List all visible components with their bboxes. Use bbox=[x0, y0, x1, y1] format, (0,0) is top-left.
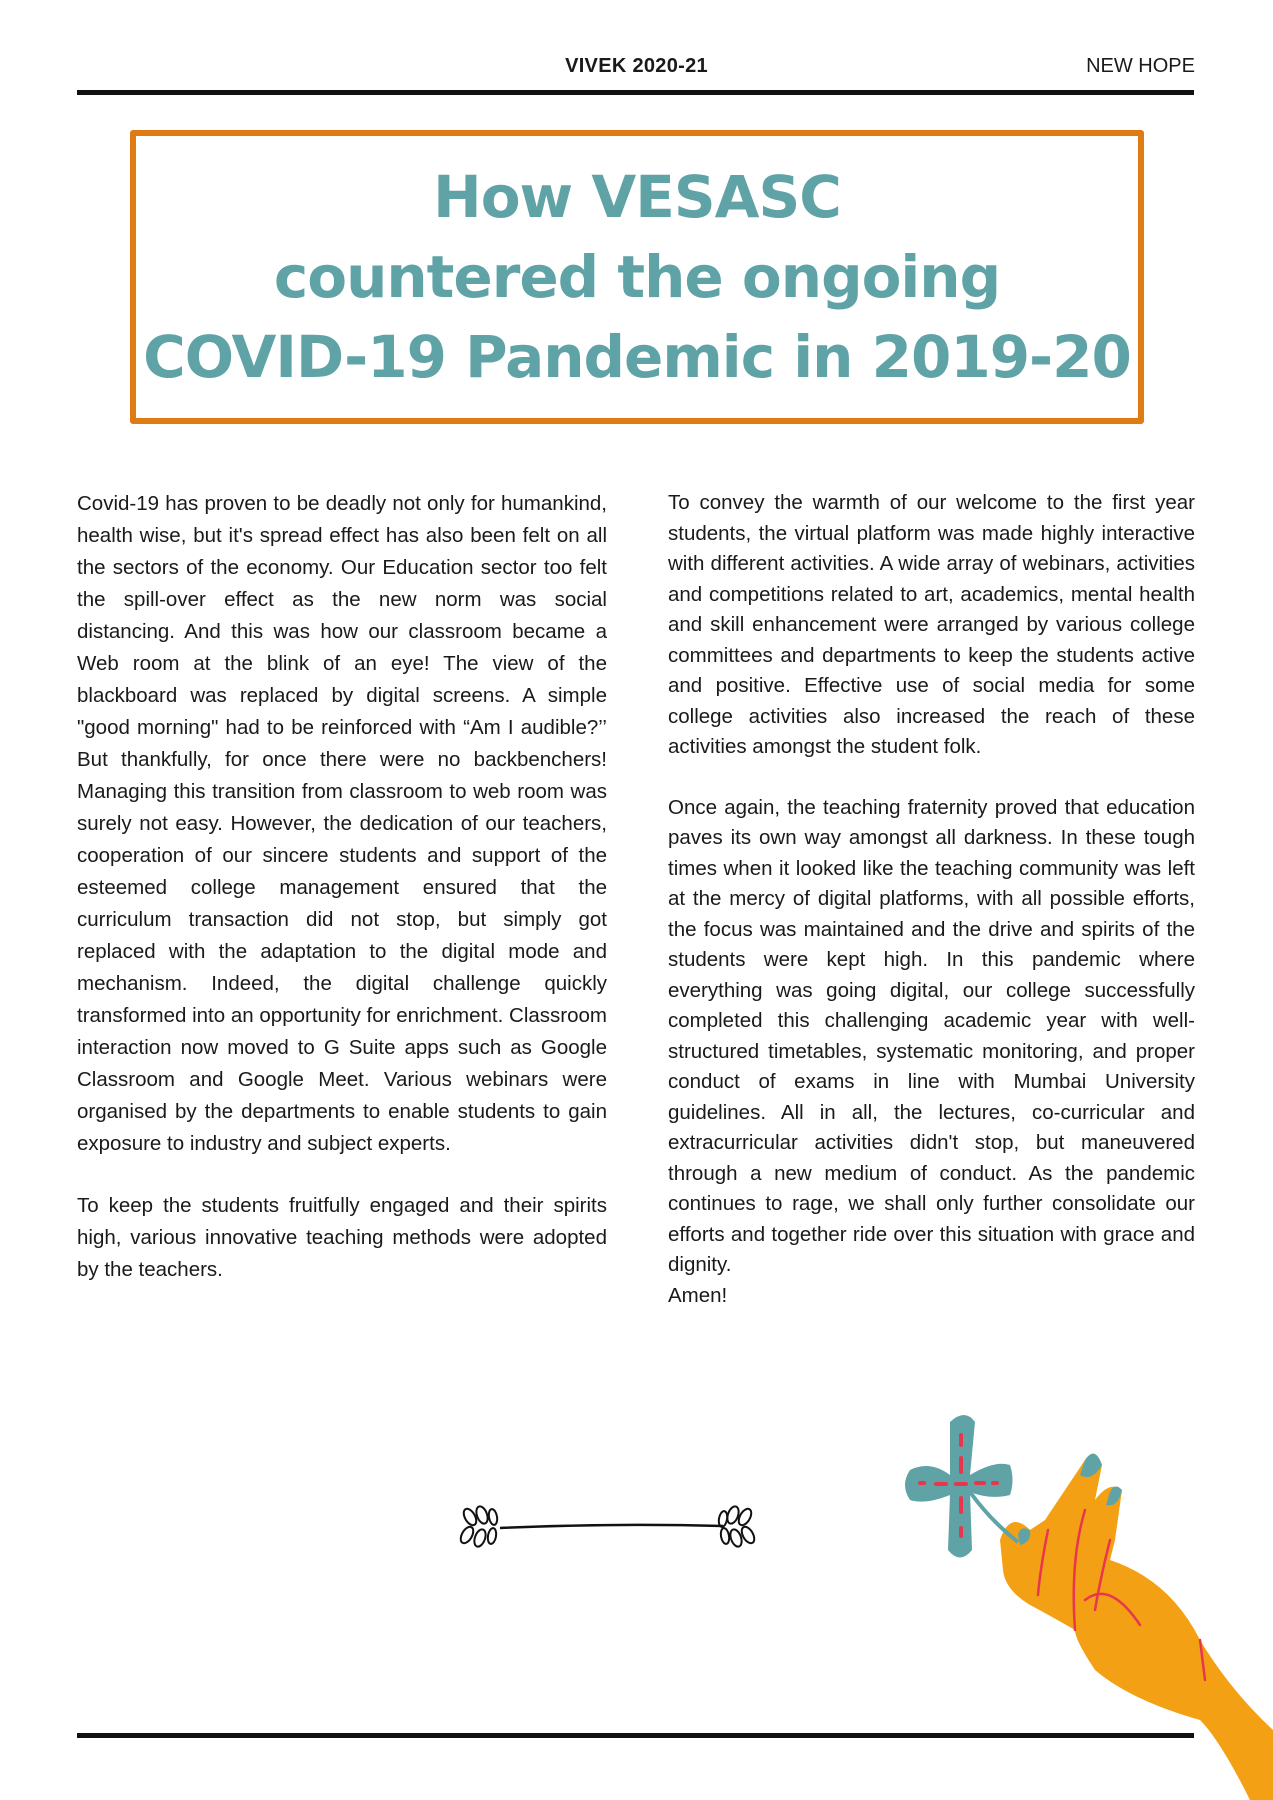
article-title-line-3: COVID-19 Pandemic in 2019-20 bbox=[143, 323, 1131, 391]
left-column bbox=[77, 488, 607, 1316]
paragraph: Covid-19 has proven to be deadly not only for humankind, health wise, but it's spread effect has also been felt on all the sectors of the economy. Our Education sector too felt the spill-over effect as the new norm was social distancing. And this was how our classroom became a Web room at the blink of an eye! The view of the blackboard was replaced by digital screens. A simple "good morning" had to be reinforced with “Am I audible?’’ But thankfully, for once there were no backbenchers! Managing this transition from classroom to web room was surely not easy. However, the dedication of our teachers, cooperation of our sincere students and support of the esteemed college management ensured that the curriculum transaction did not stop, but simply got replaced with the adaptation to the digital mode and mechanism. Indeed, the digital challenge quickly transformed into an opportunity for enrichment. Classroom interaction now moved to G Suite apps such as Google Classroom and Google Meet. Various webinars were organised by the departments to enable students to gain exposure to industry and subject experts. bbox=[77, 492, 607, 1155]
header-rule bbox=[77, 90, 1194, 95]
flower-icon bbox=[905, 1415, 1018, 1558]
right-column bbox=[668, 488, 1195, 1311]
section-title: NEW HOPE bbox=[1086, 55, 1195, 77]
closing-text: Amen! bbox=[668, 1283, 728, 1307]
article-title-box bbox=[130, 130, 1144, 424]
paragraph: To keep the students fruitfully engaged and their spirits high, various innovative teaching methods were adopted by the teachers. bbox=[77, 1194, 607, 1281]
paragraph: Once again, the teaching fraternity proved that education paves its own way amongst all darkness. In these tough times when it looked like the teaching community was left at the mercy of digital platforms, with all possible efforts, the focus was maintained and the drive and spirits of the students were kept high. In this pandemic where everything was going digital, our college successfully completed this challenging academic year with well-structured timetables, systematic monitoring, and proper conduct of exams in line with Mumbai University guidelines. All in all, the lectures, co-curricular and extracurricular activities didn't stop, but maneuvered through a new medium of conduct. As the pandemic continues to rage, we shall only further consolidate our efforts and together ride over this situation with grace and dignity. bbox=[668, 795, 1195, 1276]
publication-title: VIVEK 2020-21 bbox=[565, 55, 708, 77]
paragraph: To convey the warmth of our welcome to the first year students, the virtual platform was made highly interactive with different activities. A wide array of webinars, activities and competitions related to art, academics, mental health and skill enhancement were arranged by various college committees and departments to keep the students active and positive. Effective use of social media for some college activities also increased the reach of these activities amongst the student folk. bbox=[668, 491, 1195, 758]
article-title-line-1: How VESASC bbox=[433, 163, 841, 231]
hand-holding-flower-illustration bbox=[870, 1400, 1273, 1800]
leaf-divider-ornament bbox=[455, 1495, 765, 1555]
article-title-line-2: countered the ongoing bbox=[273, 243, 1001, 311]
footer-rule bbox=[77, 1733, 1194, 1738]
